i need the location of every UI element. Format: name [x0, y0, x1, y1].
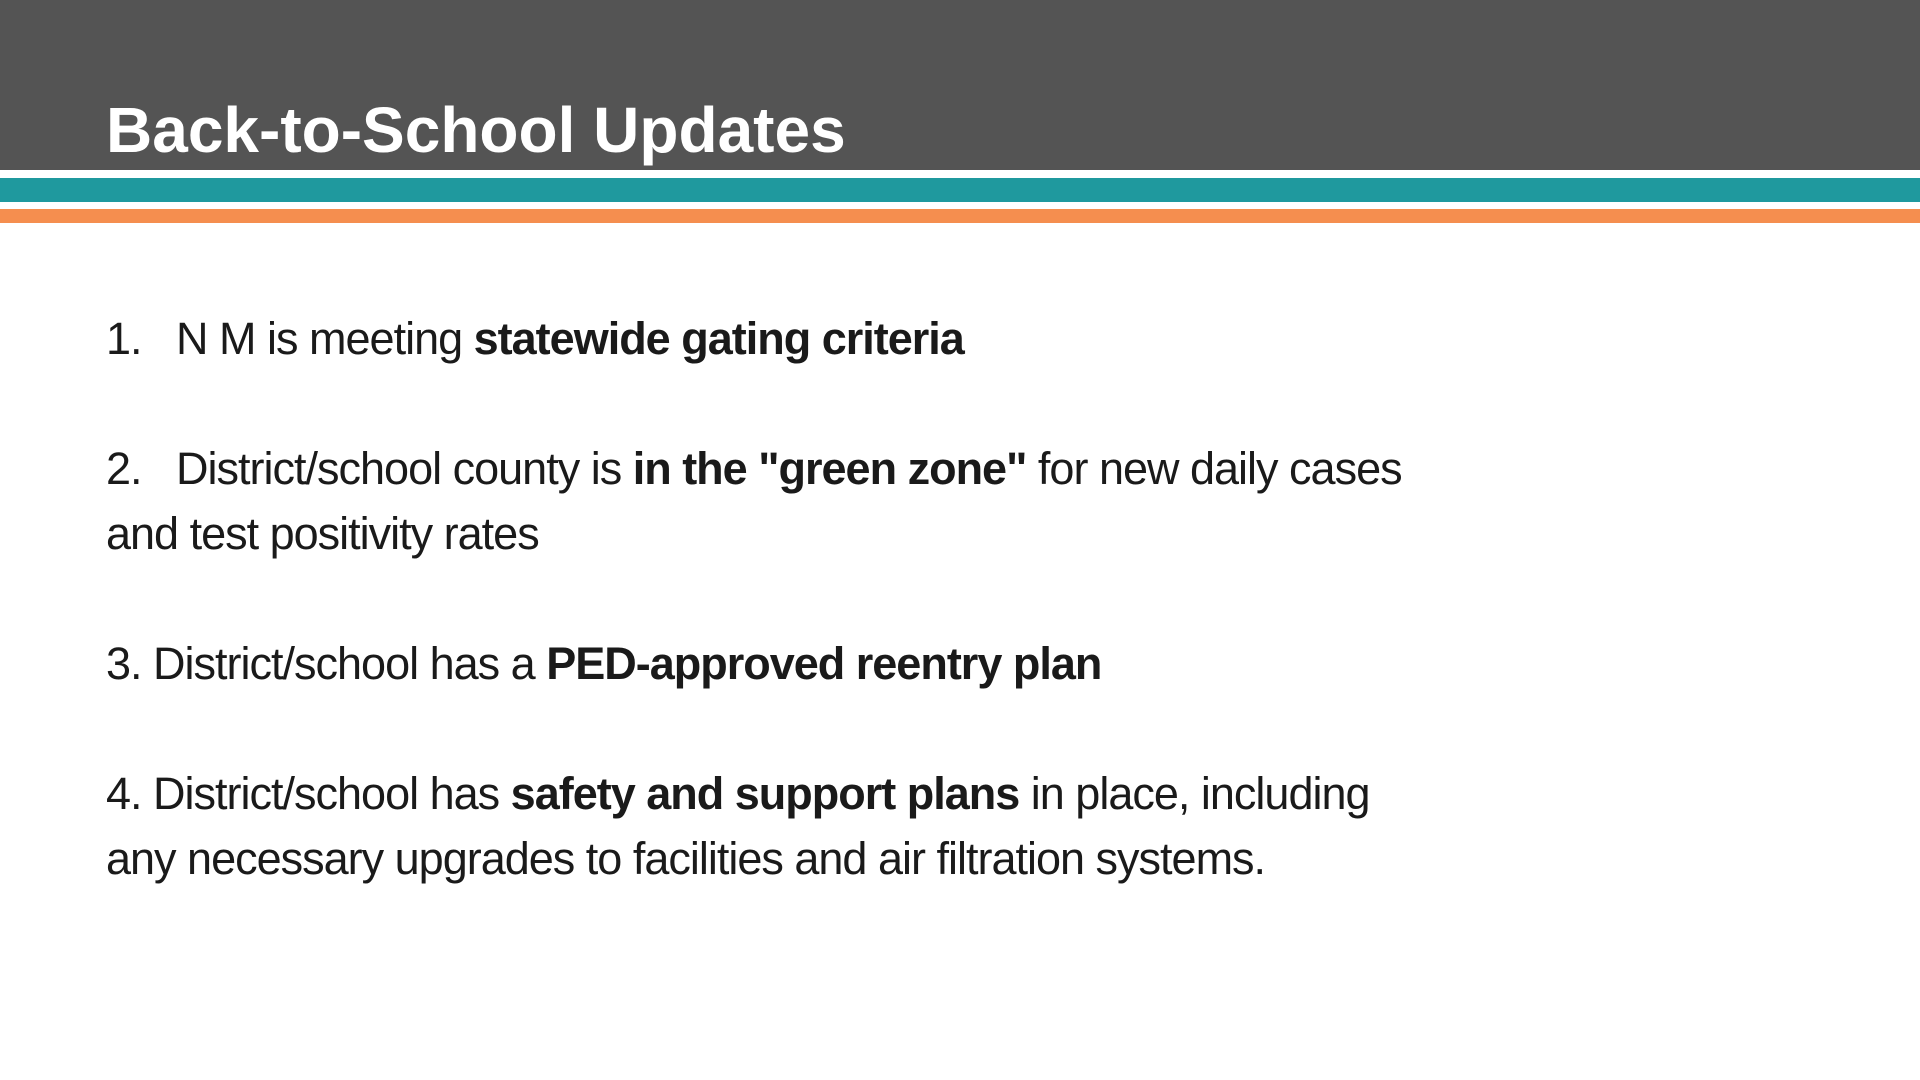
item-text-continued: for new daily cases and test positivity rates — [106, 443, 1437, 559]
item-text: N M is meeting — [176, 313, 474, 364]
list-item-3 — [106, 631, 1406, 696]
item-number: 3. — [106, 638, 142, 689]
item-emphasis: statewide gating criteria — [473, 313, 964, 364]
list-item-1 — [106, 306, 1406, 371]
item-emphasis: in the "green zone" — [632, 443, 1027, 494]
criteria-list — [106, 306, 1437, 891]
item-number: 1. — [106, 313, 142, 364]
list-item-4 — [106, 761, 1406, 891]
teal-stripe — [0, 178, 1920, 202]
item-emphasis: PED-approved reentry plan — [546, 638, 1102, 689]
slide-title: Back-to-School Updates — [106, 94, 846, 166]
item-number: 4. — [106, 768, 142, 819]
item-text-continued: in place, including any necessary upgrades to facilities and air filtration systems. — [106, 768, 1370, 884]
item-emphasis: safety and support plans — [510, 768, 1020, 819]
item-text: District/school has — [153, 768, 511, 819]
orange-stripe — [0, 209, 1920, 223]
list-item-2 — [106, 436, 1437, 566]
item-number: 2. — [106, 443, 142, 494]
item-text: District/school county is — [176, 443, 633, 494]
item-text: District/school has a — [153, 638, 547, 689]
